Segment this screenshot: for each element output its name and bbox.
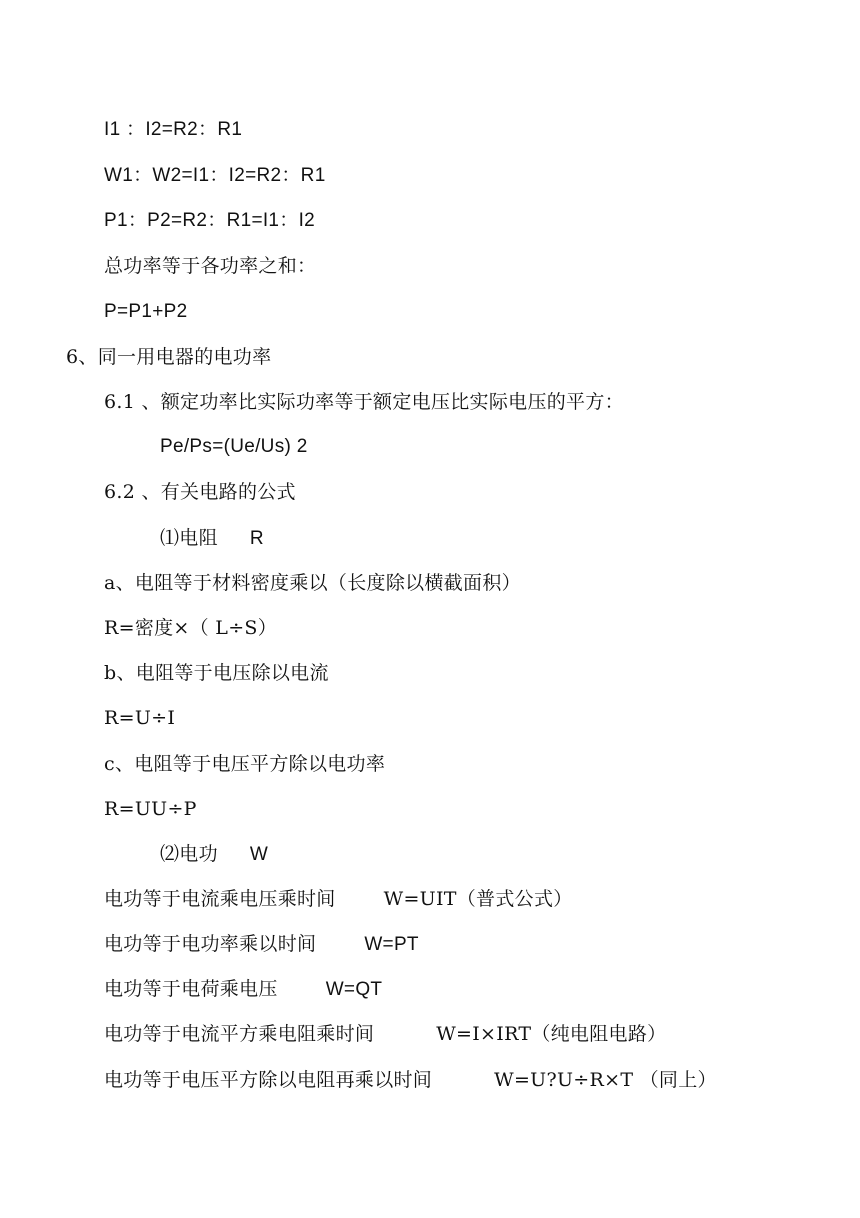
work-rule-4-formula: W=I×IRT（纯电阻电路） [436,1023,667,1045]
section-6-2-heading: 6.2 、有关电路的公式 [104,481,296,503]
work-rule-3-text: 电功等于电荷乘电压 [104,978,278,1000]
resistance-formula-b: R=U÷I [104,707,176,729]
resistance-formula-a: R=密度×（ L÷S） [104,617,278,639]
work-rule-4-text: 电功等于电流平方乘电阻乘时间 [104,1023,375,1045]
work-subheading [160,842,268,867]
work-rule-3-formula: W=QT [325,979,383,1000]
total-power-text: 总功率等于各功率之和： [104,255,317,277]
work-rule-2 [104,932,419,957]
work-rule-2-text: 电功等于电功率乘以时间 [104,933,317,955]
section-6-heading: 6、同一用电器的电功率 [66,346,272,368]
ratio-current-resistance: I1 ：I2=R2：R1 [104,119,243,140]
section-6-1-heading: 6.1 、额定功率比实际功率等于额定电压比实际电压的平方： [104,391,624,413]
resistance-label: ⑴电阻 [160,527,218,549]
resistance-formula-c: R=UU÷P [104,798,197,820]
resistance-symbol: R [249,528,264,549]
total-power-formula: P=P1+P2 [104,301,188,322]
work-rule-1-text: 电功等于电流乘电压乘时间 [104,888,336,910]
work-rule-3 [104,977,382,1002]
resistance-rule-b: b、电阻等于电压除以电流 [104,662,329,684]
work-rule-4 [104,1022,666,1046]
rated-power-formula: Pe/Ps=(Ue/Us) 2 [160,436,308,457]
work-rule-1-formula: W=UIT（普式公式） [383,888,573,910]
resistance-rule-a: a、电阻等于材料密度乘以（长度除以横截面积） [104,572,521,594]
work-symbol: W [249,844,269,865]
ratio-work: W1：W2=I1：I2=R2：R1 [104,165,326,186]
work-rule-5-formula: W=U?U÷R×T （同上） [494,1069,717,1091]
resistance-rule-c: c、电阻等于电压平方除以电功率 [104,753,386,775]
work-rule-5-text: 电功等于电压平方除以电阻再乘以时间 [104,1069,433,1091]
ratio-power: P1：P2=R2：R1=I1：I2 [104,210,316,231]
work-rule-5 [104,1068,717,1092]
work-label: ⑵电功 [160,843,218,865]
resistance-subheading [160,526,264,551]
work-rule-2-formula: W=PT [364,934,419,955]
work-rule-1 [104,887,573,911]
